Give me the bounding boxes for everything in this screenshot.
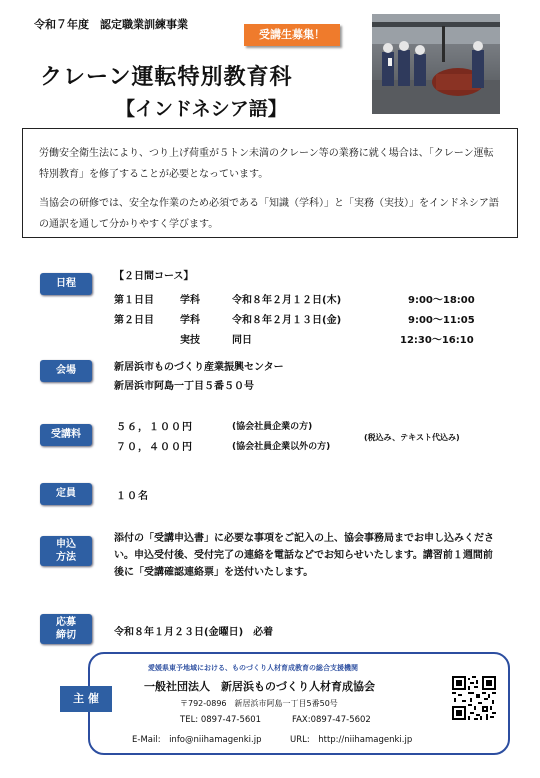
venue-name: 新居浜市ものづくり産業振興センター (114, 362, 284, 373)
capacity-label: 定員 (40, 483, 92, 505)
fee-member-price: ５６，１００円 (116, 422, 193, 433)
schedule-day1-day: 第１日目 (114, 295, 154, 306)
deadline-label (40, 614, 92, 644)
intro-paragraph-1: 労働安全衛生法により、つり上げ荷重が５トン未満のクレーン等の業務に就く場合は、「クレーン運転特別教育」を修了することが必要となっています。 (39, 148, 494, 180)
application-text: 添付の「受講申込書」に必要な事項をご記入の上、協会事務局までお申し込みください。申込受付後、受付完了の連絡を電話などでお知らせいたします。講習前１週間前後に「受講確認連絡票」を送付いたします。 (114, 533, 494, 578)
application-label (40, 536, 92, 566)
deadline-label-line2: 締切 (56, 630, 76, 641)
deadline-label-line1: 応募 (56, 617, 76, 628)
schedule-day1-time: 9:00～18:00 (408, 295, 475, 306)
schedule-practical-time: 12:30～16:10 (400, 335, 474, 346)
training-photo (372, 14, 500, 114)
project-title: 令和７年度 認定職業訓練事業 (34, 18, 188, 31)
recruit-badge: 受講生募集！ (244, 24, 340, 46)
host-url[interactable]: URL: http://niihamagenki.jp (290, 735, 413, 745)
deadline-value: 令和８年１月２３日(金曜日) 必着 (114, 627, 274, 638)
host-email[interactable]: E-Mail: info@niihamagenki.jp (132, 735, 262, 745)
schedule-day2-type: 学科 (180, 315, 200, 326)
course-length: 【２日間コース】 (114, 271, 194, 282)
qr-code[interactable] (452, 676, 496, 720)
fee-tax-note: (税込み、テキスト代込み) (364, 433, 460, 442)
fee-member-note: (協会社員企業の方) (232, 422, 313, 432)
fee-nonmember-note: (協会社員企業以外の方) (232, 442, 331, 452)
course-subtitle: 【インドネシア語】 (116, 98, 287, 120)
schedule-practical-date: 同日 (232, 335, 252, 346)
host-tagline: 愛媛県東予地域における、ものづくり人材育成教育の総合支援機関 (148, 664, 358, 672)
intro-box (22, 128, 518, 238)
host-label: 主 催 (60, 686, 112, 712)
schedule-day2-time: 9:00～11:05 (408, 315, 475, 326)
schedule-day2-date: 令和８年２月１３日(金) (232, 315, 342, 326)
host-organization: 一般社団法人 新居浜ものづくり人材育成協会 (144, 680, 375, 693)
schedule-day1-date: 令和８年２月１２日(木) (232, 295, 342, 306)
schedule-label: 日程 (40, 273, 92, 295)
host-fax: FAX:0897-47-5602 (292, 715, 371, 725)
venue-address: 新居浜市阿島一丁目５番５０号 (114, 381, 254, 392)
schedule-day2-day: 第２日目 (114, 315, 154, 326)
intro-paragraph-2: 当協会の研修では、安全な作業のため必須である「知識（学科）」と「実務（実技）」をインドネシア語の通訳を通して分かりやすく学びます。 (39, 198, 499, 230)
fee-label: 受講料 (40, 424, 92, 446)
host-postal-address: 〒792-0896 新居浜市阿島一丁目5番50号 (180, 699, 338, 708)
application-label-line1: 申込 (56, 539, 76, 550)
course-title: クレーン運転特別教育科 (40, 65, 293, 90)
fee-nonmember-price: ７０，４００円 (116, 442, 193, 453)
host-tel: TEL: 0897-47-5601 (180, 715, 262, 725)
capacity-value: １０名 (116, 491, 149, 502)
venue-label: 会場 (40, 360, 92, 382)
application-label-line2: 方法 (56, 552, 76, 563)
schedule-day1-type: 学科 (180, 295, 200, 306)
schedule-practical-type: 実技 (180, 335, 200, 346)
